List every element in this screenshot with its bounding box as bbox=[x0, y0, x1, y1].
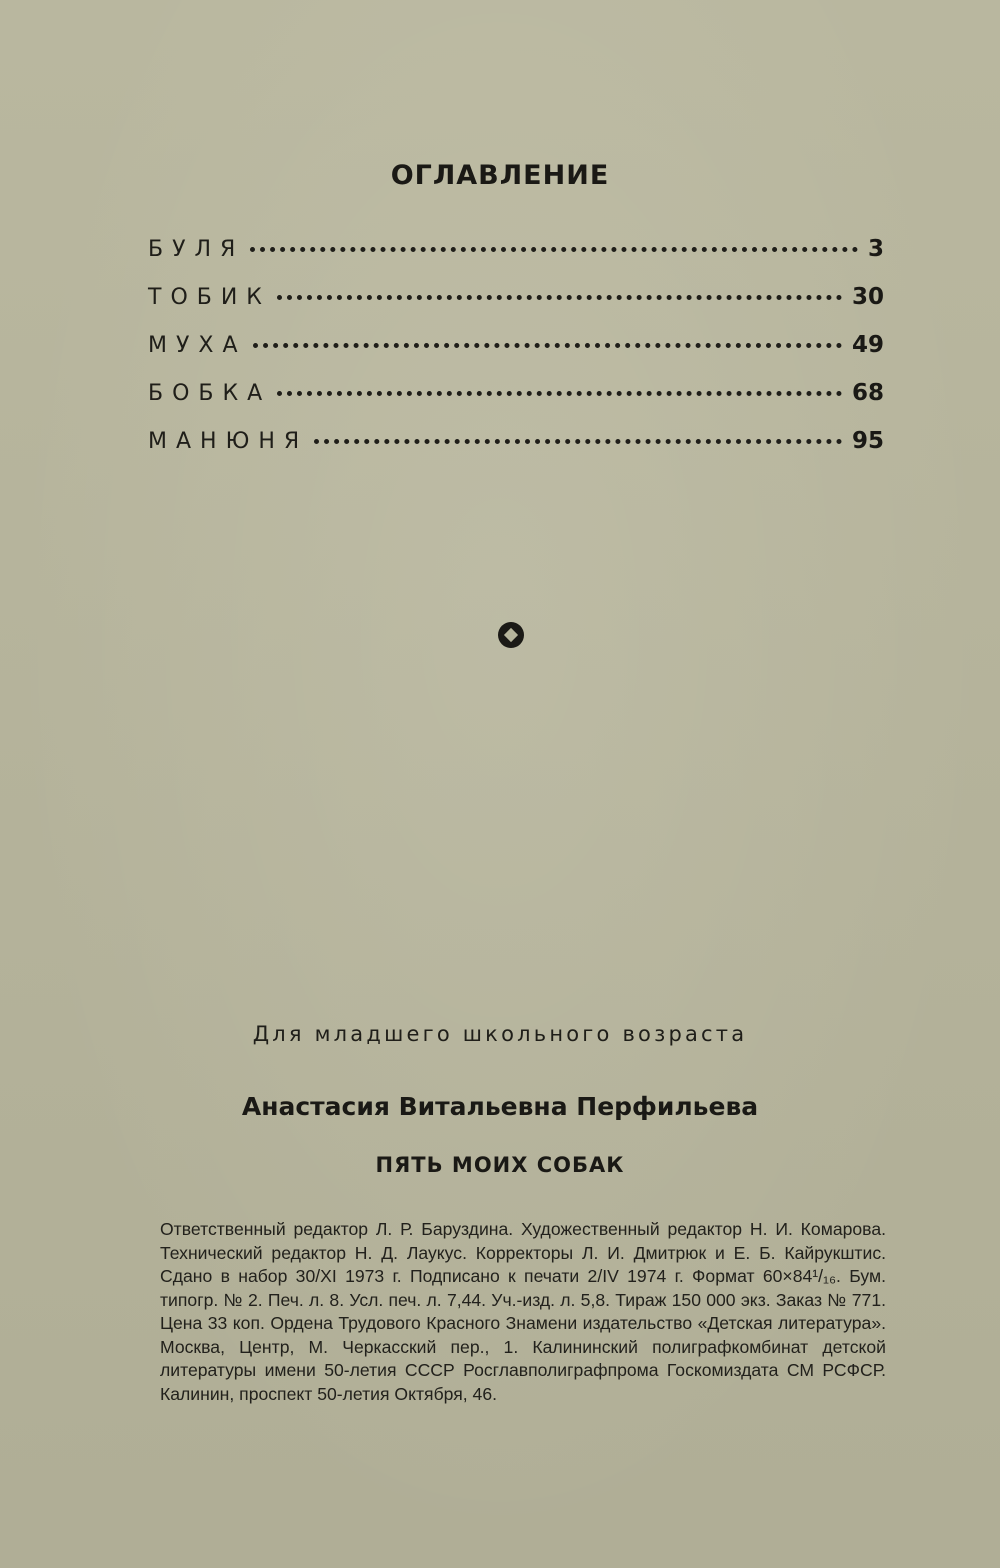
toc-entry-page: 49 bbox=[851, 332, 884, 358]
toc-entry-label: БУЛЯ bbox=[148, 237, 245, 262]
imprint-text: Ответственный редактор Л. Р. Баруздина. Художественный редактор Н. И. Комарова. Технический редактор Н. Д. Лаукус. Корректоры Л. И. Дмитрюк и Е. Б. Кайрукштис. Сдано в набор 30/XI 1973 г. Подписано к печати 2/IV 1974 г. Формат 60×84¹/₁₆. Бум. типогр. № 2. Печ. л. 8. Усл. печ. л. 7,44. Уч.-изд. л. 5,8. Тираж 150 000 экз. Заказ № 771. Цена 33 коп. Ордена Трудового Красного Знамени издательство «Детская литература». Москва, Центр, М. Черкасский пер., 1. Калининский полиграфкомбинат детской литературы имени 50-летия СССР Росглавполиграфпрома Госкомиздата СМ РСФСР. Калинин, проспект 50-летия Октября, 46. bbox=[160, 1219, 886, 1404]
toc-leader-dots bbox=[250, 247, 858, 252]
toc-leader-dots bbox=[277, 391, 842, 396]
toc-entry bbox=[148, 284, 884, 324]
ornament-icon bbox=[498, 622, 524, 648]
toc-entry bbox=[148, 380, 884, 420]
toc-entry-page: 95 bbox=[851, 428, 884, 454]
toc-entry-label: МАНЮНЯ bbox=[148, 429, 309, 454]
toc-entry bbox=[148, 236, 884, 276]
toc-entry-page: 68 bbox=[851, 380, 884, 406]
age-note: Для младшего школьного возраста bbox=[252, 1022, 748, 1046]
toc-leader-dots bbox=[277, 295, 842, 300]
toc-entry-label: МУХА bbox=[148, 333, 247, 358]
toc-title: ОГЛАВЛЕНИЕ bbox=[390, 160, 610, 191]
toc-entry-label: ТОБИК bbox=[148, 285, 271, 310]
toc-entry-page: 3 bbox=[867, 236, 884, 262]
toc-entry bbox=[148, 332, 884, 372]
toc-leader-dots bbox=[314, 439, 842, 444]
toc-entry-label: БОБКА bbox=[148, 381, 272, 406]
toc-entry bbox=[148, 428, 884, 468]
toc-entry-page: 30 bbox=[851, 284, 884, 310]
book-title: ПЯТЬ МОИХ СОБАК bbox=[375, 1153, 625, 1177]
author-name: Анастасия Витальевна Перфильева bbox=[241, 1092, 759, 1121]
toc-leader-dots bbox=[253, 343, 842, 348]
